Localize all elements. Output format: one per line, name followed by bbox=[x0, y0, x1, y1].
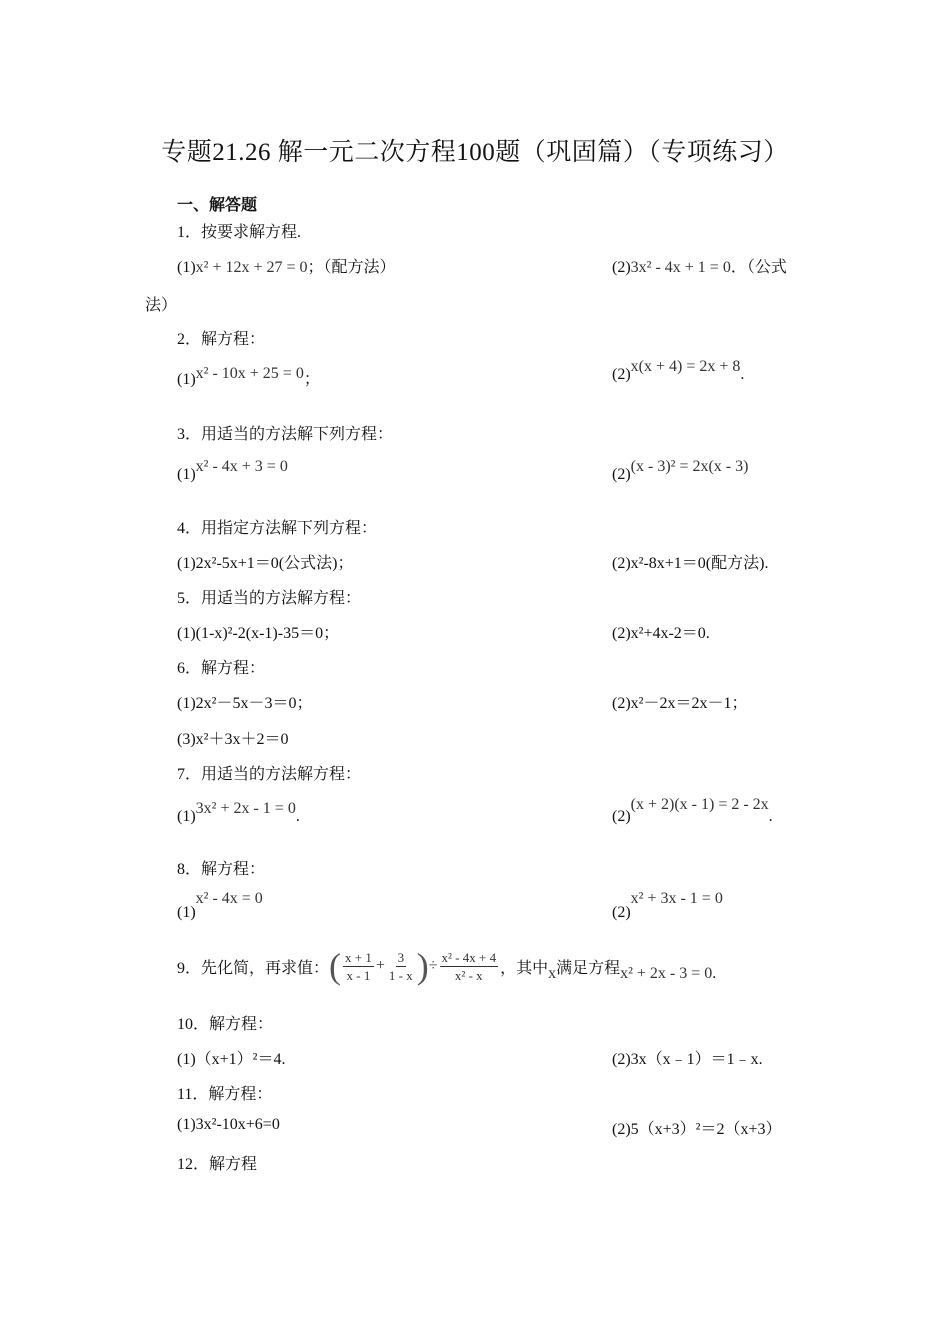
question-3-stem: 3．用适当的方法解下列方程： bbox=[177, 426, 394, 443]
equation: x² - 10x + 25 = 0 bbox=[195, 365, 304, 382]
punctuation: . bbox=[712, 965, 717, 982]
plus-sign: + bbox=[375, 957, 385, 974]
part-label: (2) bbox=[612, 466, 631, 483]
question-4-stem: 4．用指定方法解下列方程： bbox=[177, 520, 378, 537]
method-note: ；（配方法） bbox=[307, 259, 396, 276]
question-11-part-1: (1)3x²-10x+6=0 bbox=[177, 1116, 280, 1133]
question-5-part-1: (1)(1-x)²-2(x-1)-35＝0； bbox=[177, 625, 340, 642]
equation: x² - 4x = 0 bbox=[195, 890, 263, 907]
question-6-part-2: (2)x²－2x＝2x－1； bbox=[612, 695, 748, 712]
question-1-note-wrap: 法） bbox=[145, 297, 178, 314]
part-label: (1) bbox=[177, 371, 196, 388]
question-9-stem: 9．先化简，再求值： bbox=[177, 959, 330, 977]
page-title: 专题21.26 解一元二次方程100题（巩固篇）（专项练习） bbox=[161, 139, 789, 166]
question-7-stem: 7．用适当的方法解方程： bbox=[177, 766, 362, 783]
question-2-stem: 2．解方程： bbox=[177, 331, 266, 348]
variable: x bbox=[548, 965, 557, 982]
question-1-part-2 bbox=[612, 254, 787, 277]
part-label: (2) bbox=[612, 259, 631, 276]
question-4-part-1: (1)2x²-5x+1＝0(公式法)； bbox=[177, 555, 354, 572]
equation: x² - 4x + 3 = 0 bbox=[195, 458, 288, 475]
question-10-stem: 10．解方程： bbox=[177, 1016, 274, 1033]
question-9 bbox=[177, 945, 716, 987]
part-label: (2) bbox=[612, 808, 631, 825]
equation: x(x + 4) = 2x + 8 bbox=[630, 358, 741, 375]
left-paren: ( bbox=[329, 946, 342, 986]
condition-equation: x² + 2x - 3 = 0 bbox=[620, 965, 713, 982]
question-3-part-2 bbox=[612, 458, 749, 484]
question-8-part-1 bbox=[177, 890, 263, 922]
section-heading: 一、解答题 bbox=[177, 197, 258, 214]
punctuation: ； bbox=[303, 371, 320, 388]
equation: 3x² + 2x - 1 = 0 bbox=[195, 800, 296, 817]
question-6-part-3: (3)x²＋3x＋2＝0 bbox=[177, 731, 289, 748]
condition-text: 满足方程 bbox=[556, 959, 621, 977]
question-9-mid: ，其中 bbox=[500, 959, 549, 977]
equation: x² + 12x + 27 = 0 bbox=[195, 259, 308, 276]
part-label: (2) bbox=[612, 366, 631, 383]
equation: x² + 3x - 1 = 0 bbox=[630, 890, 723, 907]
question-2-part-1 bbox=[177, 366, 320, 389]
question-6-part-1: (1)2x²－5x－3＝0； bbox=[177, 695, 313, 712]
punctuation: . bbox=[768, 808, 773, 825]
method-note: ．（公式 bbox=[730, 259, 787, 276]
divide-sign: ÷ bbox=[428, 957, 438, 974]
question-11-part-2: (2)5（x+3）²＝2（x+3） bbox=[612, 1121, 782, 1138]
equation: (x - 3)² = 2x(x - 3) bbox=[630, 458, 749, 475]
question-7-part-1 bbox=[177, 800, 300, 826]
question-5-part-2: (2)x²+4x-2＝0. bbox=[612, 625, 710, 642]
part-label: (1) bbox=[177, 808, 196, 825]
fraction-3: $\frac{\text{x² - 4x + 4}}{\text{x² - x}}$ bbox=[441, 949, 497, 983]
question-7-part-2 bbox=[612, 796, 773, 826]
question-8-stem: 8．解方程： bbox=[177, 861, 266, 878]
punctuation: . bbox=[740, 366, 745, 383]
question-3-part-1 bbox=[177, 458, 288, 484]
fraction-1: $\frac{x + 1}{x - 1}$ bbox=[345, 949, 372, 983]
equation: (x + 2)(x - 1) = 2 - 2x bbox=[630, 796, 769, 813]
question-10-part-1: (1)（x+1）²＝4. bbox=[177, 1051, 286, 1068]
question-12-stem: 12．解方程 bbox=[177, 1156, 258, 1173]
question-1-stem: 1．按要求解方程. bbox=[177, 224, 302, 241]
part-label: (1) bbox=[177, 904, 196, 921]
question-10-part-2: (2)3x（x﹣1）＝1﹣x. bbox=[612, 1051, 763, 1068]
question-1-part-1 bbox=[177, 254, 396, 277]
part-label: (1) bbox=[177, 259, 196, 276]
question-11-stem: 11．解方程： bbox=[177, 1086, 273, 1103]
right-paren: ) bbox=[416, 946, 429, 986]
question-2-part-2 bbox=[612, 358, 745, 384]
question-4-part-2: (2)x²-8x+1＝0(配方法). bbox=[612, 555, 769, 572]
question-8-part-2 bbox=[612, 890, 723, 922]
part-label: (2) bbox=[612, 904, 631, 921]
fraction-2: $\frac{3}{1 - x}$ bbox=[388, 949, 413, 983]
question-5-stem: 5．用适当的方法解方程： bbox=[177, 590, 362, 607]
equation: 3x² - 4x + 1 = 0 bbox=[630, 259, 731, 276]
question-6-stem: 6．解方程： bbox=[177, 660, 266, 677]
punctuation: . bbox=[295, 808, 300, 825]
part-label: (1) bbox=[177, 466, 196, 483]
